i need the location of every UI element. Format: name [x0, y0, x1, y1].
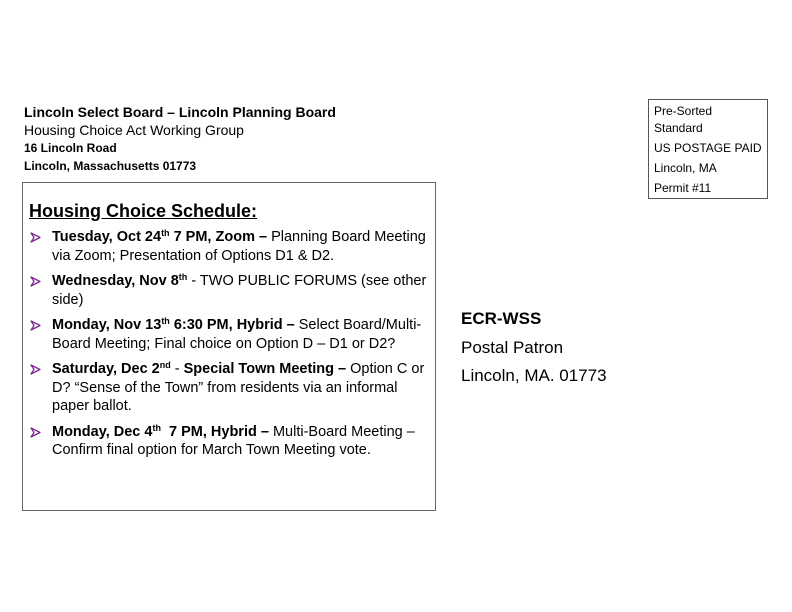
recipient-city: Lincoln, MA. 01773 — [461, 366, 607, 385]
postage-line-city: Lincoln, MA — [654, 161, 717, 175]
postage-line-presorted: Pre-Sorted — [654, 104, 713, 118]
schedule-item-date: Monday, Nov 13th 6:30 PM, Hybrid – — [52, 316, 295, 333]
schedule-item-date: Saturday, Dec 2nd — [52, 360, 171, 377]
return-address — [24, 104, 336, 173]
schedule-item — [29, 316, 429, 353]
schedule-item — [29, 272, 429, 309]
schedule-title: Housing Choice Schedule: — [29, 201, 258, 221]
arrow-bullet-icon — [30, 276, 41, 287]
schedule-item — [29, 423, 429, 460]
schedule-item-description: Multi-Board Meeting – Confirm final option for March Town Meeting vote. — [52, 423, 415, 458]
postage-indicia — [648, 99, 768, 199]
schedule-item-description: - TWO PUBLIC FORUMS (see other side) — [52, 273, 427, 308]
sender-street: 16 Lincoln Road — [24, 140, 117, 155]
arrow-bullet-icon — [30, 427, 41, 438]
schedule-list — [29, 228, 429, 467]
recipient-address — [461, 310, 607, 384]
route-code: ECR-WSS — [461, 309, 542, 328]
schedule-item-description: Select Board/Multi-Board Meeting; Final choice on Option D – D1 or D2? — [52, 317, 422, 352]
schedule-item: Saturday, Dec 2nd - Special Town Meeting – Option C or D? “Sense of the Town” from residents via an informal paper ballot. — [29, 360, 429, 416]
schedule-item-date: Monday, Dec 4th 7 PM, Hybrid – — [52, 422, 269, 440]
schedule-item-date: Wednesday, Nov 8th — [52, 272, 188, 289]
recipient-name: Postal Patron — [461, 338, 564, 357]
schedule-item-date: Tuesday, Oct 24th 7 PM, Zoom – — [52, 228, 268, 245]
schedule-item-description: Planning Board Meeting via Zoom; Presentation of Options D1 & D2. — [52, 229, 426, 264]
schedule-item-description: Option C or D? “Sense of the Town” from residents via an informal paper ballot. — [52, 361, 425, 414]
sender-organization: Lincoln Select Board – Lincoln Planning Board — [24, 104, 336, 120]
postage-line-permit: Permit #11 — [654, 181, 712, 195]
schedule-item-event: Special Town Meeting – — [183, 361, 347, 377]
schedule-item — [29, 228, 429, 265]
arrow-bullet-icon — [30, 364, 41, 375]
postage-line-paid: US POSTAGE PAID — [654, 141, 762, 155]
schedule-box — [22, 182, 436, 511]
arrow-bullet-icon — [30, 320, 41, 331]
postage-line-standard: Standard — [654, 121, 703, 135]
arrow-bullet-icon — [30, 232, 41, 243]
sender-group: Housing Choice Act Working Group — [24, 121, 244, 138]
sender-city: Lincoln, Massachusetts 01773 — [24, 158, 197, 173]
